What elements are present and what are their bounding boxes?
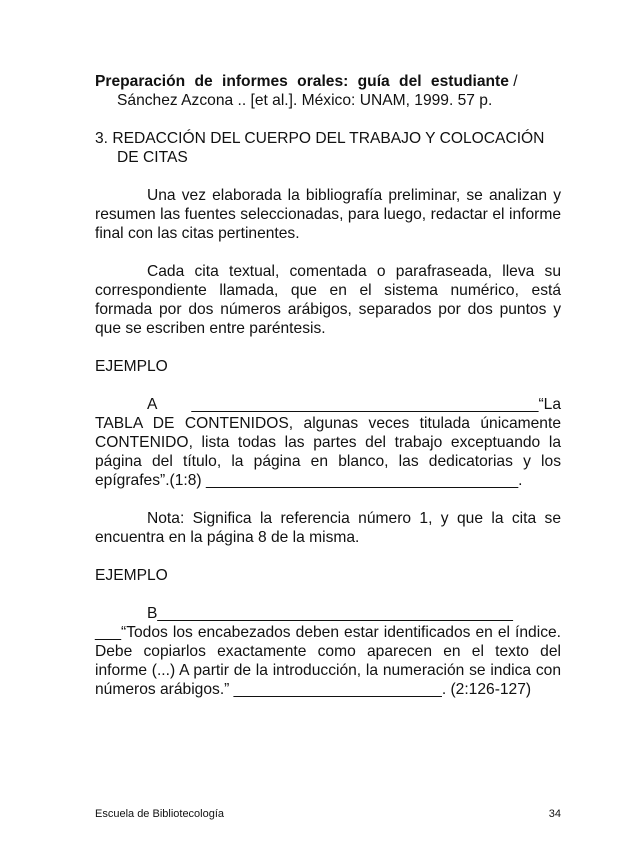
reference-separator: / xyxy=(508,73,518,90)
paragraph-intro: Una vez elaborada la bibliografía preliminar, se analizan y resumen las fuentes seleccionadas, para luego, redactar el informe final con las citas pertinentes. xyxy=(95,187,561,242)
reference-title: Preparación de informes orales: guía del estudiante xyxy=(95,73,509,90)
bibliographic-reference xyxy=(95,72,561,110)
footer-school-name: Escuela de Bibliotecología xyxy=(95,808,225,820)
example-a-text: A ________________________________________“La TABLA DE CONTENIDOS, algunas veces titulada únicamente CONTENIDO, lista todas las partes del trabajo exceptuando la página del título, la página en blanco, las dedicatorias y los epígrafes”.(1:8) ____________________________________. xyxy=(95,396,561,489)
paragraph-citation: Cada cita textual, comentada o parafraseada, lleva su correspondiente llamada, que en el sistema numérico, está formada por dos números arábigos, separados por dos puntos y que se escriben entre paréntesis. xyxy=(95,263,561,337)
reference-details: Sánchez Azcona .. [et al.]. México: UNAM, 1999. 57 p. xyxy=(117,92,493,109)
page-number: 34 xyxy=(548,808,561,820)
example-b-text: B_________________________________________ ___“Todos los encabezados deben estar identificados en el índice. Debe copiarlos exactamente como aparecen en el texto del informe (...) A partir de la introducción, la numeración se indica con números arábigos.” ________________________. (2:126-127) xyxy=(95,605,561,698)
example-label: EJEMPLO xyxy=(95,567,168,584)
note-text: Nota: Significa la referencia número 1, y que la cita se encuentra en la página 8 de la misma. xyxy=(95,510,561,546)
section-heading: 3. REDACCIÓN DEL CUERPO DEL TRABAJO Y COLOCACIÓN DE CITAS xyxy=(95,130,545,166)
page-content xyxy=(95,72,561,699)
example-label: EJEMPLO xyxy=(95,358,168,375)
